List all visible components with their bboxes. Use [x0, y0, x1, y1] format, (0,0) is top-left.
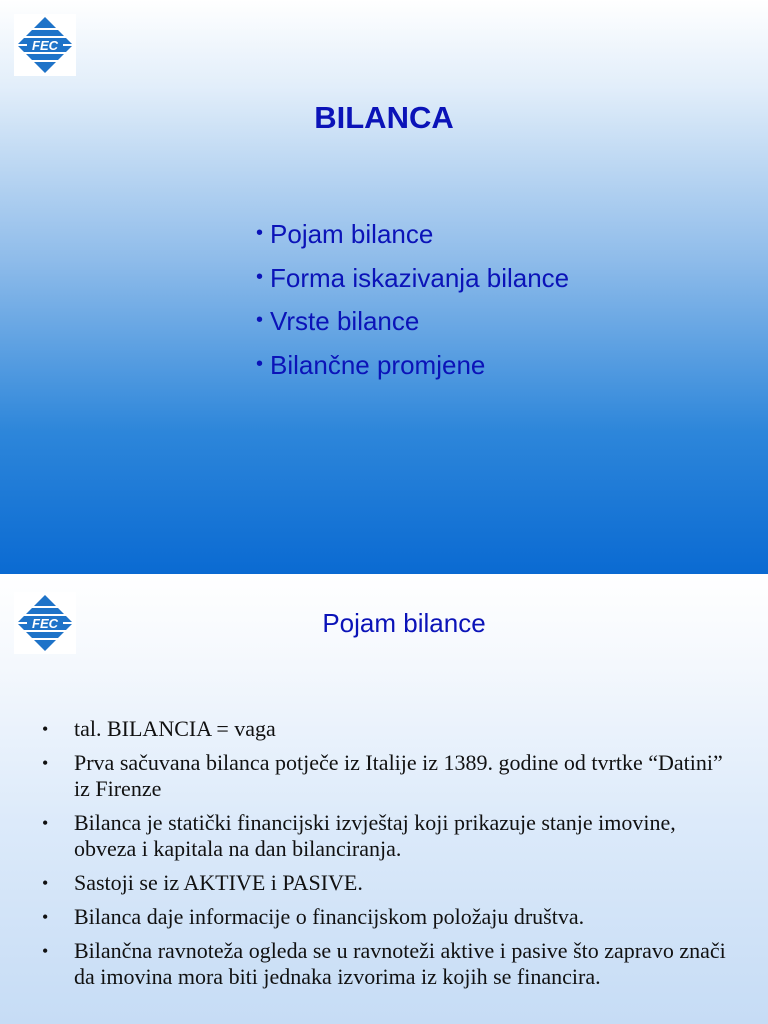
- list-item: [256, 300, 569, 344]
- list-item-label: Bilančne promjene: [270, 349, 486, 380]
- svg-text:FEC: FEC: [32, 616, 58, 631]
- list-item: [40, 938, 740, 990]
- bullet-icon: •: [256, 265, 264, 288]
- bullet-icon: •: [42, 873, 49, 893]
- list-item-text: Sastoji se iz AKTIVE i PASIVE.: [74, 870, 363, 895]
- bullet-icon: •: [256, 309, 264, 331]
- list-item-text: Bilanca daje informacije o financijskom položaju društva.: [74, 904, 585, 929]
- list-item-label: Forma iskazivanja bilance: [270, 262, 570, 293]
- list-item-text: tal. BILANCIA = vaga: [74, 716, 276, 741]
- fec-logo-icon: [14, 592, 76, 654]
- list-item-text: Bilanca je statički financijski izvještaj koji prikazuje stanje imovine, obveza i kapitala na dan bilanciranja.: [74, 810, 676, 861]
- list-item-label: Vrste bilance: [270, 306, 420, 336]
- list-item: [256, 213, 569, 257]
- list-item: [40, 870, 740, 896]
- svg-text:FEC: FEC: [32, 38, 58, 53]
- list-item: [40, 904, 740, 930]
- bullet-icon: •: [42, 719, 49, 739]
- list-item-text: Bilančna ravnoteža ogleda se u ravnoteži aktive i pasive što zapravo znači da imovina mora biti jednaka izvorima iz kojih se financira.: [74, 938, 726, 989]
- list-item: [256, 344, 569, 388]
- bullet-icon: •: [42, 907, 49, 927]
- bullet-icon: •: [42, 813, 49, 833]
- list-item: [40, 810, 740, 862]
- bullet-icon: •: [42, 941, 49, 961]
- topic-list: [256, 213, 569, 387]
- definition-list: [40, 716, 740, 998]
- list-item: [40, 750, 740, 802]
- fec-logo-icon: [14, 14, 76, 76]
- bullet-icon: •: [256, 222, 264, 244]
- list-item-label: Pojam bilance: [270, 219, 434, 249]
- slide-title: Pojam bilance: [322, 608, 486, 638]
- bullet-icon: •: [42, 753, 49, 773]
- slide-title: BILANCA: [314, 100, 454, 135]
- list-item: [256, 257, 569, 301]
- list-item: [40, 716, 740, 742]
- list-item-text: Prva sačuvana bilanca potječe iz Italije iz 1389. godine od tvrtke “Datini” iz Firenze: [74, 750, 723, 801]
- bullet-icon: •: [256, 352, 264, 375]
